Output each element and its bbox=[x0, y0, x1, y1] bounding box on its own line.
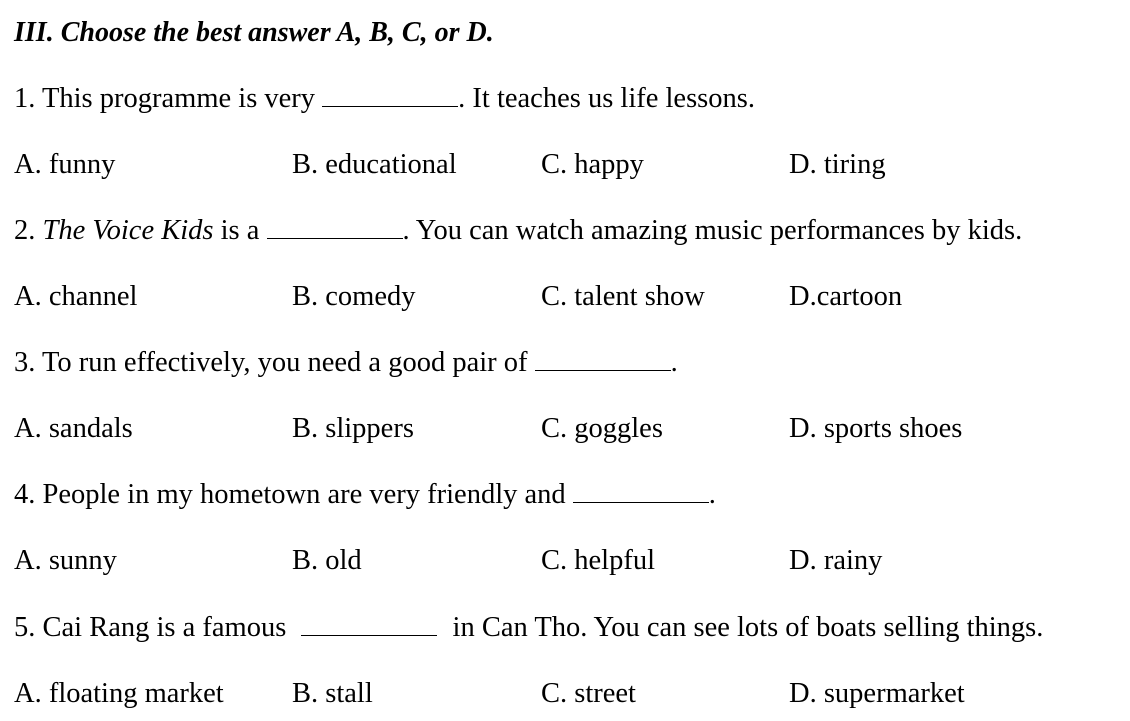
question-1-blank bbox=[322, 84, 458, 107]
question-4-option-a: A. sunny bbox=[14, 545, 117, 576]
question-2-option-c: C. talent show bbox=[541, 281, 705, 312]
question-3-blank bbox=[535, 348, 671, 371]
question-2-text-before: is a bbox=[213, 215, 267, 246]
question-3-stem bbox=[14, 346, 678, 380]
question-3-option-d: D. sports shoes bbox=[789, 413, 963, 444]
question-1-stem bbox=[14, 82, 755, 116]
question-3-options bbox=[0, 412, 1130, 446]
question-2-option-a: A. channel bbox=[14, 281, 138, 312]
question-5-options bbox=[0, 677, 1130, 711]
question-2-options bbox=[0, 280, 1130, 314]
question-4-options bbox=[0, 544, 1130, 578]
question-3-text-before: 3. To run effectively, you need a good pair of bbox=[14, 347, 535, 378]
question-5-blank bbox=[301, 613, 437, 636]
question-1-text-before: 1. This programme is very bbox=[14, 83, 323, 114]
question-2-blank bbox=[267, 216, 403, 239]
question-1-option-c: C. happy bbox=[541, 149, 644, 180]
question-1-option-a: A. funny bbox=[14, 149, 116, 180]
question-3-option-c: C. goggles bbox=[541, 413, 663, 444]
question-5-text-before: 5. Cai Rang is a famous bbox=[14, 612, 294, 643]
question-5-option-b: B. stall bbox=[292, 678, 373, 709]
question-2-option-b: B. comedy bbox=[292, 281, 416, 312]
question-1-option-d: D. tiring bbox=[789, 149, 886, 180]
question-1-text-after: . It teaches us life lessons. bbox=[458, 83, 755, 114]
question-5-stem bbox=[14, 611, 1043, 645]
question-4-option-c: C. helpful bbox=[541, 545, 655, 576]
question-5-option-a: A. floating market bbox=[14, 678, 224, 709]
question-5-option-d: D. supermarket bbox=[789, 678, 965, 709]
question-4-option-d: D. rainy bbox=[789, 545, 883, 576]
question-2-stem bbox=[14, 214, 1022, 248]
question-2-prefix: 2. bbox=[14, 215, 43, 246]
question-4-text-after: . bbox=[708, 479, 716, 510]
question-2-text-after: . You can watch amazing music performances by kids. bbox=[402, 215, 1023, 246]
question-3-option-a: A. sandals bbox=[14, 413, 133, 444]
question-1-option-b: B. educational bbox=[292, 149, 457, 180]
section-heading: III. Choose the best answer A, B, C, or D. bbox=[14, 17, 494, 48]
question-5-option-c: C. street bbox=[541, 678, 636, 709]
question-2-option-d: D.cartoon bbox=[789, 281, 903, 312]
question-3-text-after: . bbox=[670, 347, 678, 378]
question-4-stem bbox=[14, 478, 716, 512]
question-3-option-b: B. slippers bbox=[292, 413, 414, 444]
question-5-text-after: in Can Tho. You can see lots of boats selling things. bbox=[445, 612, 1044, 643]
question-4-blank bbox=[573, 480, 709, 503]
question-4-option-b: B. old bbox=[292, 545, 362, 576]
question-1-options bbox=[0, 148, 1130, 182]
question-2-show-title: The Voice Kids bbox=[42, 215, 214, 246]
question-4-text-before: 4. People in my hometown are very friendly and bbox=[14, 479, 573, 510]
